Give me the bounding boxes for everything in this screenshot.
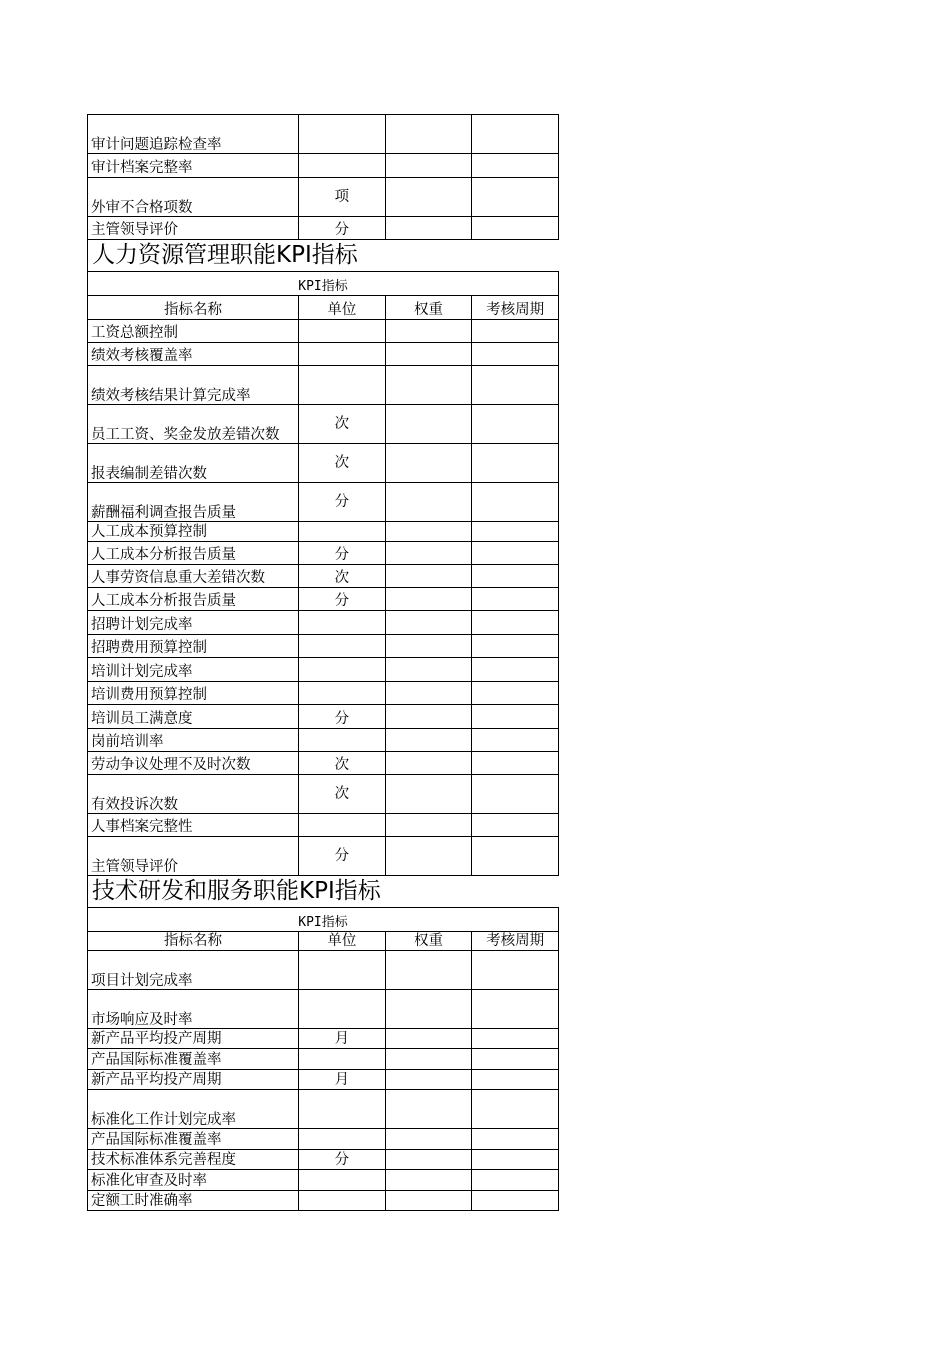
hr-indicator-period bbox=[472, 752, 559, 775]
tech-header-period: 考核周期 bbox=[472, 932, 559, 951]
hr-table-row bbox=[87, 611, 559, 635]
hr-table-row bbox=[87, 588, 559, 611]
hr-indicator-period bbox=[472, 366, 559, 405]
audit-table-row bbox=[87, 178, 559, 217]
audit-kpi-table bbox=[87, 114, 559, 240]
tech-indicator-unit: 月 bbox=[299, 1070, 386, 1090]
hr-indicator-weight bbox=[386, 682, 473, 705]
hr-indicator-unit bbox=[299, 814, 386, 837]
hr-header-name: 指标名称 bbox=[87, 296, 299, 320]
hr-header-weight: 权重 bbox=[386, 296, 473, 320]
tech-indicator-weight bbox=[386, 1150, 473, 1170]
tech-indicator-period bbox=[472, 1029, 559, 1049]
hr-indicator-name: 招聘计划完成率 bbox=[87, 611, 299, 635]
tech-indicator-name: 产品国际标准覆盖率 bbox=[87, 1129, 299, 1150]
tech-table-row bbox=[87, 1170, 559, 1191]
tech-indicator-name: 市场响应及时率 bbox=[87, 990, 299, 1029]
hr-indicator-weight bbox=[386, 635, 473, 658]
hr-indicator-weight bbox=[386, 343, 473, 366]
hr-indicator-name: 培训计划完成率 bbox=[87, 658, 299, 682]
tech-indicator-unit bbox=[299, 1191, 386, 1211]
hr-indicator-period bbox=[472, 343, 559, 366]
tech-indicator-unit bbox=[299, 1129, 386, 1150]
hr-table-row bbox=[87, 752, 559, 775]
tech-section-title: 技术研发和服务职能KPI指标 bbox=[92, 878, 381, 904]
tech-indicator-name: 新产品平均投产周期 bbox=[87, 1029, 299, 1049]
audit-table-row bbox=[87, 114, 559, 154]
hr-indicator-period bbox=[472, 837, 559, 876]
hr-indicator-name: 绩效考核覆盖率 bbox=[87, 343, 299, 366]
tech-table-row bbox=[87, 1090, 559, 1129]
tech-indicator-unit bbox=[299, 1170, 386, 1191]
audit-indicator-unit bbox=[299, 114, 386, 154]
hr-indicator-weight bbox=[386, 837, 473, 876]
tech-indicator-weight bbox=[386, 1191, 473, 1211]
hr-indicator-weight bbox=[386, 522, 473, 542]
tech-table-row bbox=[87, 1049, 559, 1070]
hr-indicator-weight bbox=[386, 752, 473, 775]
tech-indicator-name: 项目计划完成率 bbox=[87, 951, 299, 990]
hr-indicator-unit bbox=[299, 682, 386, 705]
audit-indicator-name: 主管领导评价 bbox=[87, 217, 299, 240]
hr-section-title: 人力资源管理职能KPI指标 bbox=[92, 242, 358, 268]
hr-indicator-weight bbox=[386, 814, 473, 837]
hr-indicator-period bbox=[472, 405, 559, 444]
tech-indicator-unit bbox=[299, 1090, 386, 1129]
audit-indicator-unit: 项 bbox=[299, 178, 386, 217]
hr-indicator-name: 劳动争议处理不及时次数 bbox=[87, 752, 299, 775]
tech-indicator-period bbox=[472, 1070, 559, 1090]
tech-indicator-period bbox=[472, 1170, 559, 1191]
hr-indicator-name: 员工工资、奖金发放差错次数 bbox=[87, 405, 299, 444]
hr-indicator-name: 人事档案完整性 bbox=[87, 814, 299, 837]
hr-indicator-name: 人工成本分析报告质量 bbox=[87, 588, 299, 611]
hr-indicator-weight bbox=[386, 611, 473, 635]
tech-kpi-label-row bbox=[87, 908, 559, 932]
tech-indicator-unit: 月 bbox=[299, 1029, 386, 1049]
hr-indicator-weight bbox=[386, 729, 473, 752]
hr-table-row bbox=[87, 366, 559, 405]
audit-indicator-name: 审计问题追踪检查率 bbox=[87, 114, 299, 154]
hr-table-row bbox=[87, 729, 559, 752]
hr-indicator-weight bbox=[386, 405, 473, 444]
tech-indicator-name: 标准化工作计划完成率 bbox=[87, 1090, 299, 1129]
audit-indicator-period bbox=[472, 114, 559, 154]
hr-indicator-unit bbox=[299, 320, 386, 343]
tech-indicator-unit bbox=[299, 1049, 386, 1070]
hr-indicator-period bbox=[472, 775, 559, 814]
hr-header-row bbox=[87, 296, 559, 320]
hr-table-row bbox=[87, 682, 559, 705]
hr-indicator-name: 报表编制差错次数 bbox=[87, 444, 299, 483]
tech-indicator-weight bbox=[386, 1129, 473, 1150]
tech-indicator-period bbox=[472, 1129, 559, 1150]
hr-table-row bbox=[87, 658, 559, 682]
hr-section-title-row bbox=[87, 240, 559, 272]
tech-indicator-name: 产品国际标准覆盖率 bbox=[87, 1049, 299, 1070]
tech-table-row bbox=[87, 990, 559, 1029]
hr-table-row bbox=[87, 814, 559, 837]
tech-indicator-name: 定额工时准确率 bbox=[87, 1191, 299, 1211]
audit-indicator-weight bbox=[386, 154, 473, 178]
hr-indicator-period bbox=[472, 611, 559, 635]
hr-indicator-weight bbox=[386, 775, 473, 814]
hr-indicator-name: 人工成本分析报告质量 bbox=[87, 542, 299, 565]
hr-kpi-label-row bbox=[87, 272, 559, 296]
hr-indicator-weight bbox=[386, 444, 473, 483]
hr-indicator-period bbox=[472, 522, 559, 542]
hr-indicator-period bbox=[472, 682, 559, 705]
tech-indicator-weight bbox=[386, 1170, 473, 1191]
tech-header-unit: 单位 bbox=[299, 932, 386, 951]
tech-kpi-label: KPI指标 bbox=[298, 915, 348, 930]
hr-indicator-unit: 分 bbox=[299, 837, 386, 876]
hr-indicator-unit: 分 bbox=[299, 588, 386, 611]
hr-indicator-unit bbox=[299, 343, 386, 366]
hr-indicator-weight bbox=[386, 542, 473, 565]
hr-indicator-unit: 次 bbox=[299, 405, 386, 444]
hr-indicator-period bbox=[472, 542, 559, 565]
hr-table-row bbox=[87, 542, 559, 565]
hr-table-row bbox=[87, 343, 559, 366]
tech-indicator-name: 标准化审查及时率 bbox=[87, 1170, 299, 1191]
hr-indicator-unit: 次 bbox=[299, 565, 386, 588]
audit-indicator-period bbox=[472, 154, 559, 178]
hr-indicator-name: 薪酬福利调查报告质量 bbox=[87, 483, 299, 522]
hr-indicator-unit bbox=[299, 635, 386, 658]
hr-indicator-name: 招聘费用预算控制 bbox=[87, 635, 299, 658]
hr-indicator-weight bbox=[386, 320, 473, 343]
hr-indicator-period bbox=[472, 483, 559, 522]
hr-indicator-unit bbox=[299, 729, 386, 752]
hr-indicator-unit: 分 bbox=[299, 705, 386, 729]
hr-indicator-period bbox=[472, 320, 559, 343]
hr-table-row bbox=[87, 775, 559, 814]
hr-indicator-period bbox=[472, 814, 559, 837]
tech-indicator-period bbox=[472, 1090, 559, 1129]
hr-table-row bbox=[87, 522, 559, 542]
hr-indicator-unit: 分 bbox=[299, 542, 386, 565]
hr-table-row bbox=[87, 444, 559, 483]
audit-indicator-weight bbox=[386, 217, 473, 240]
tech-table-row bbox=[87, 1129, 559, 1150]
audit-table-row bbox=[87, 154, 559, 178]
tech-table-row bbox=[87, 1150, 559, 1170]
audit-indicator-weight bbox=[386, 114, 473, 154]
hr-header-unit: 单位 bbox=[299, 296, 386, 320]
hr-indicator-unit bbox=[299, 522, 386, 542]
hr-indicator-name: 有效投诉次数 bbox=[87, 775, 299, 814]
audit-indicator-period bbox=[472, 217, 559, 240]
tech-indicator-weight bbox=[386, 1090, 473, 1129]
hr-indicator-unit bbox=[299, 611, 386, 635]
tech-indicator-weight bbox=[386, 951, 473, 990]
audit-indicator-name: 外审不合格项数 bbox=[87, 178, 299, 217]
hr-indicator-period bbox=[472, 729, 559, 752]
audit-indicator-name: 审计档案完整率 bbox=[87, 154, 299, 178]
hr-kpi-label: KPI指标 bbox=[298, 279, 348, 294]
hr-indicator-unit: 次 bbox=[299, 444, 386, 483]
audit-indicator-weight bbox=[386, 178, 473, 217]
hr-table-row bbox=[87, 837, 559, 876]
hr-indicator-weight bbox=[386, 565, 473, 588]
hr-table-row bbox=[87, 705, 559, 729]
tech-indicator-period bbox=[472, 1150, 559, 1170]
tech-indicator-name: 技术标准体系完善程度 bbox=[87, 1150, 299, 1170]
tech-table-row bbox=[87, 1191, 559, 1211]
tech-header-row bbox=[87, 932, 559, 951]
tech-indicator-period bbox=[472, 1049, 559, 1070]
hr-indicator-name: 培训费用预算控制 bbox=[87, 682, 299, 705]
hr-kpi-table bbox=[87, 320, 559, 876]
hr-indicator-name: 人工成本预算控制 bbox=[87, 522, 299, 542]
audit-indicator-unit bbox=[299, 154, 386, 178]
tech-indicator-name: 新产品平均投产周期 bbox=[87, 1070, 299, 1090]
hr-indicator-period bbox=[472, 444, 559, 483]
tech-header-name: 指标名称 bbox=[87, 932, 299, 951]
hr-header-period: 考核周期 bbox=[472, 296, 559, 320]
audit-table-row bbox=[87, 217, 559, 240]
tech-indicator-unit bbox=[299, 951, 386, 990]
hr-indicator-unit: 次 bbox=[299, 775, 386, 814]
tech-indicator-period bbox=[472, 951, 559, 990]
hr-indicator-period bbox=[472, 588, 559, 611]
hr-indicator-unit bbox=[299, 366, 386, 405]
hr-indicator-period bbox=[472, 705, 559, 729]
hr-indicator-name: 工资总额控制 bbox=[87, 320, 299, 343]
hr-indicator-unit bbox=[299, 658, 386, 682]
hr-indicator-weight bbox=[386, 588, 473, 611]
hr-indicator-weight bbox=[386, 366, 473, 405]
audit-indicator-unit: 分 bbox=[299, 217, 386, 240]
hr-indicator-weight bbox=[386, 483, 473, 522]
tech-indicator-unit: 分 bbox=[299, 1150, 386, 1170]
tech-indicator-unit bbox=[299, 990, 386, 1029]
hr-indicator-name: 主管领导评价 bbox=[87, 837, 299, 876]
tech-indicator-period bbox=[472, 1191, 559, 1211]
hr-indicator-name: 岗前培训率 bbox=[87, 729, 299, 752]
hr-indicator-weight bbox=[386, 705, 473, 729]
tech-indicator-weight bbox=[386, 990, 473, 1029]
hr-table-row bbox=[87, 320, 559, 343]
tech-table-row bbox=[87, 1070, 559, 1090]
hr-indicator-unit: 次 bbox=[299, 752, 386, 775]
hr-table-row bbox=[87, 635, 559, 658]
hr-table-row bbox=[87, 483, 559, 522]
kpi-spreadsheet bbox=[87, 114, 559, 1211]
tech-header-weight: 权重 bbox=[386, 932, 473, 951]
tech-table-row bbox=[87, 1029, 559, 1049]
hr-table-row bbox=[87, 405, 559, 444]
tech-indicator-weight bbox=[386, 1049, 473, 1070]
hr-indicator-period bbox=[472, 565, 559, 588]
tech-indicator-period bbox=[472, 990, 559, 1029]
hr-indicator-name: 人事劳资信息重大差错次数 bbox=[87, 565, 299, 588]
tech-indicator-weight bbox=[386, 1070, 473, 1090]
audit-indicator-period bbox=[472, 178, 559, 217]
tech-kpi-table bbox=[87, 951, 559, 1211]
hr-indicator-period bbox=[472, 658, 559, 682]
tech-table-row bbox=[87, 951, 559, 990]
hr-indicator-unit: 分 bbox=[299, 483, 386, 522]
hr-table-row bbox=[87, 565, 559, 588]
hr-indicator-period bbox=[472, 635, 559, 658]
hr-indicator-name: 培训员工满意度 bbox=[87, 705, 299, 729]
tech-indicator-weight bbox=[386, 1029, 473, 1049]
hr-indicator-name: 绩效考核结果计算完成率 bbox=[87, 366, 299, 405]
tech-section-title-row bbox=[87, 876, 559, 908]
hr-indicator-weight bbox=[386, 658, 473, 682]
